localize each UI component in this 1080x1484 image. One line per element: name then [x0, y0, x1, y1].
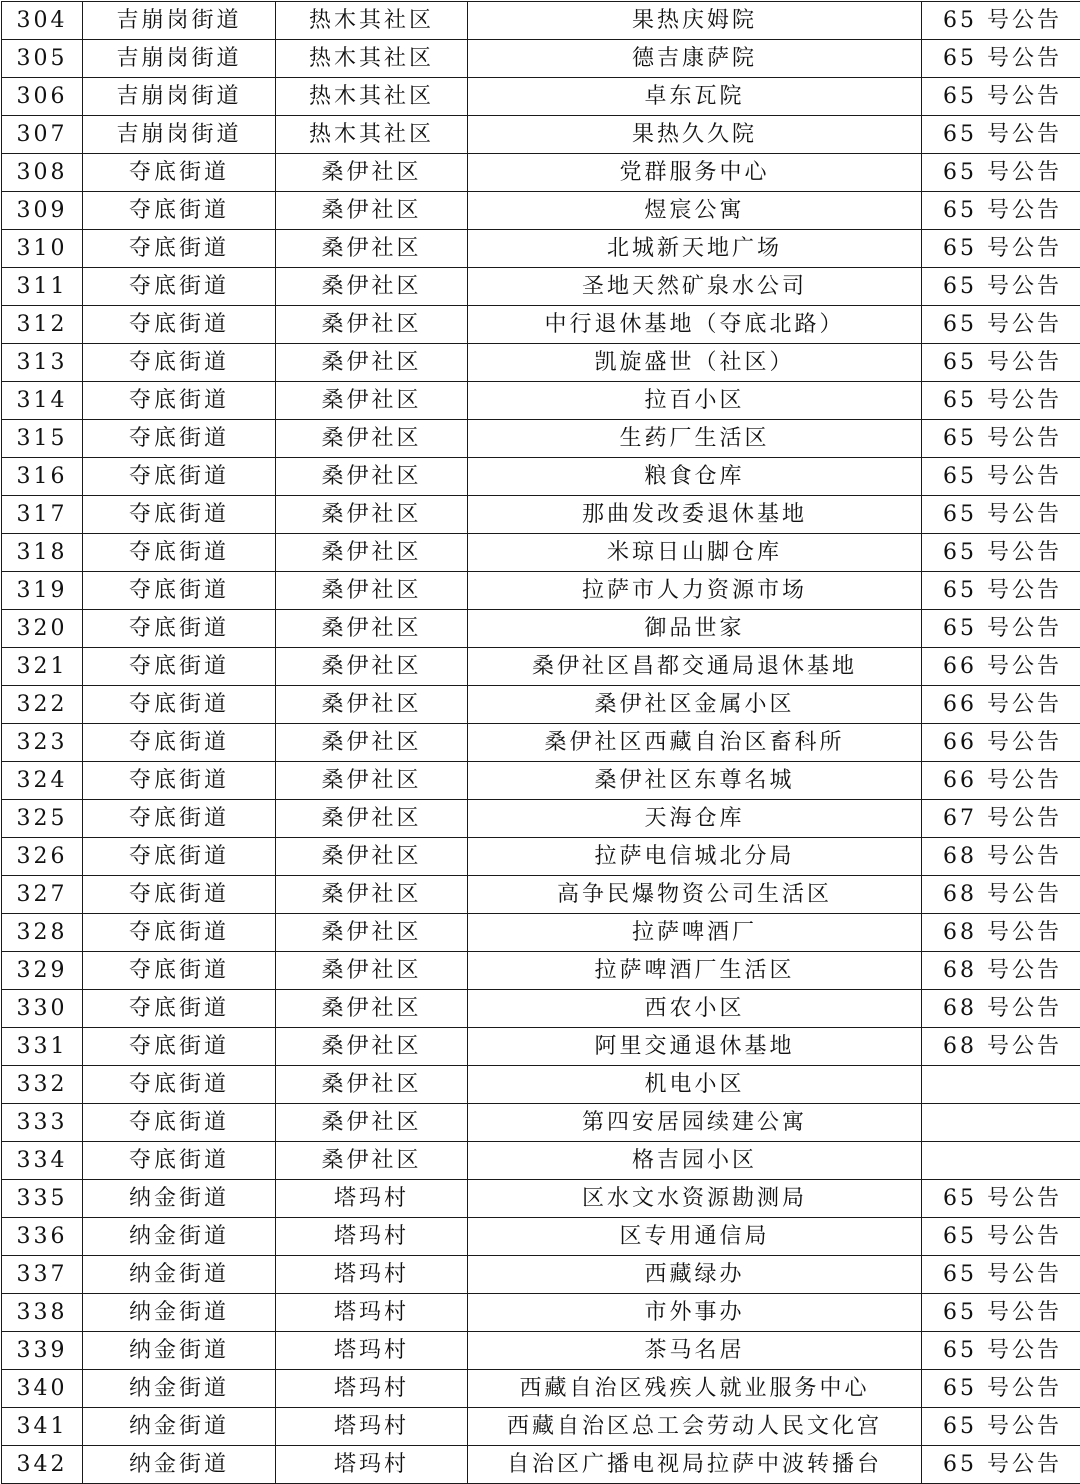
row-number-cell: 324 — [2, 762, 83, 800]
street-cell: 夺底街道 — [83, 1028, 276, 1066]
table-row — [2, 78, 1080, 116]
street-cell: 纳金街道 — [83, 1446, 276, 1484]
street-cell: 夺底街道 — [83, 952, 276, 990]
community-cell: 桑伊社区 — [276, 876, 468, 914]
place-cell: 米琼日山脚仓库 — [468, 534, 922, 572]
street-cell: 纳金街道 — [83, 1180, 276, 1218]
place-cell: 区专用通信局 — [468, 1218, 922, 1256]
row-number-cell: 340 — [2, 1370, 83, 1408]
place-cell: 西藏绿办 — [468, 1256, 922, 1294]
street-cell: 吉崩岗街道 — [83, 40, 276, 78]
community-cell: 桑伊社区 — [276, 382, 468, 420]
table-row — [2, 952, 1080, 990]
street-cell: 夺底街道 — [83, 686, 276, 724]
notice-cell: 65 号公告 — [922, 306, 1080, 344]
street-cell: 夺底街道 — [83, 458, 276, 496]
place-cell: 党群服务中心 — [468, 154, 922, 192]
community-cell: 热木其社区 — [276, 40, 468, 78]
community-cell: 桑伊社区 — [276, 230, 468, 268]
street-cell: 纳金街道 — [83, 1370, 276, 1408]
street-cell: 夺底街道 — [83, 344, 276, 382]
community-cell: 塔玛村 — [276, 1256, 468, 1294]
row-number-cell: 311 — [2, 268, 83, 306]
notice-cell: 65 号公告 — [922, 458, 1080, 496]
row-number-cell: 339 — [2, 1332, 83, 1370]
place-cell: 果热庆姆院 — [468, 2, 922, 40]
community-cell: 塔玛村 — [276, 1294, 468, 1332]
table-row — [2, 990, 1080, 1028]
street-cell: 夺底街道 — [83, 496, 276, 534]
street-cell: 夺底街道 — [83, 724, 276, 762]
row-number-cell: 327 — [2, 876, 83, 914]
street-cell: 吉崩岗街道 — [83, 2, 276, 40]
community-cell: 塔玛村 — [276, 1218, 468, 1256]
row-number-cell: 328 — [2, 914, 83, 952]
table-row — [2, 1332, 1080, 1370]
community-cell: 桑伊社区 — [276, 1066, 468, 1104]
street-cell: 纳金街道 — [83, 1332, 276, 1370]
notice-cell: 65 号公告 — [922, 1218, 1080, 1256]
street-cell: 夺底街道 — [83, 1142, 276, 1180]
row-number-cell: 330 — [2, 990, 83, 1028]
row-number-cell: 320 — [2, 610, 83, 648]
street-cell: 夺底街道 — [83, 648, 276, 686]
community-cell: 桑伊社区 — [276, 952, 468, 990]
community-cell: 桑伊社区 — [276, 724, 468, 762]
place-cell: 煜宸公寓 — [468, 192, 922, 230]
community-cell: 桑伊社区 — [276, 534, 468, 572]
community-cell: 塔玛村 — [276, 1332, 468, 1370]
row-number-cell: 312 — [2, 306, 83, 344]
community-cell: 塔玛村 — [276, 1180, 468, 1218]
table-row — [2, 610, 1080, 648]
notice-cell: 65 号公告 — [922, 116, 1080, 154]
notice-cell: 65 号公告 — [922, 1294, 1080, 1332]
table-row — [2, 1408, 1080, 1446]
table-row — [2, 268, 1080, 306]
place-cell: 凯旋盛世（社区） — [468, 344, 922, 382]
row-number-cell: 322 — [2, 686, 83, 724]
place-cell: 拉萨市人力资源市场 — [468, 572, 922, 610]
place-cell: 御品世家 — [468, 610, 922, 648]
street-cell: 纳金街道 — [83, 1294, 276, 1332]
street-cell: 夺底街道 — [83, 268, 276, 306]
place-cell: 第四安居园续建公寓 — [468, 1104, 922, 1142]
street-cell: 夺底街道 — [83, 382, 276, 420]
table-row — [2, 154, 1080, 192]
place-cell: 西藏自治区总工会劳动人民文化宫 — [468, 1408, 922, 1446]
table-row — [2, 648, 1080, 686]
notice-cell: 65 号公告 — [922, 230, 1080, 268]
place-cell: 机电小区 — [468, 1066, 922, 1104]
table-row — [2, 1218, 1080, 1256]
table-row — [2, 382, 1080, 420]
place-cell: 卓东瓦院 — [468, 78, 922, 116]
row-number-cell: 336 — [2, 1218, 83, 1256]
notice-cell: 68 号公告 — [922, 1028, 1080, 1066]
row-number-cell: 337 — [2, 1256, 83, 1294]
notice-cell: 65 号公告 — [922, 1256, 1080, 1294]
notice-cell: 65 号公告 — [922, 344, 1080, 382]
table-row — [2, 1294, 1080, 1332]
street-cell: 纳金街道 — [83, 1218, 276, 1256]
place-cell: 西藏自治区残疾人就业服务中心 — [468, 1370, 922, 1408]
table-row — [2, 420, 1080, 458]
row-number-cell: 341 — [2, 1408, 83, 1446]
row-number-cell: 335 — [2, 1180, 83, 1218]
notice-cell: 68 号公告 — [922, 990, 1080, 1028]
place-cell: 区水文水资源勘测局 — [468, 1180, 922, 1218]
notice-cell: 65 号公告 — [922, 610, 1080, 648]
street-cell: 夺底街道 — [83, 420, 276, 458]
row-number-cell: 304 — [2, 2, 83, 40]
table-row — [2, 876, 1080, 914]
table-row — [2, 230, 1080, 268]
notice-cell: 65 号公告 — [922, 78, 1080, 116]
community-cell: 热木其社区 — [276, 78, 468, 116]
community-cell: 桑伊社区 — [276, 838, 468, 876]
row-number-cell: 310 — [2, 230, 83, 268]
notice-cell — [922, 1066, 1080, 1104]
table-row — [2, 1142, 1080, 1180]
community-cell: 桑伊社区 — [276, 648, 468, 686]
row-number-cell: 307 — [2, 116, 83, 154]
community-cell: 桑伊社区 — [276, 344, 468, 382]
row-number-cell: 315 — [2, 420, 83, 458]
notice-cell: 65 号公告 — [922, 534, 1080, 572]
notice-cell: 65 号公告 — [922, 420, 1080, 458]
notice-cell — [922, 1142, 1080, 1180]
table-row — [2, 40, 1080, 78]
notice-cell: 65 号公告 — [922, 154, 1080, 192]
community-cell: 桑伊社区 — [276, 1142, 468, 1180]
notice-cell: 65 号公告 — [922, 1180, 1080, 1218]
street-cell: 夺底街道 — [83, 1104, 276, 1142]
place-cell: 天海仓库 — [468, 800, 922, 838]
table-row — [2, 192, 1080, 230]
area-list-table — [1, 1, 1080, 1484]
place-cell: 格吉园小区 — [468, 1142, 922, 1180]
table-row — [2, 724, 1080, 762]
place-cell: 果热久久院 — [468, 116, 922, 154]
notice-cell: 67 号公告 — [922, 800, 1080, 838]
row-number-cell: 321 — [2, 648, 83, 686]
street-cell: 吉崩岗街道 — [83, 78, 276, 116]
community-cell: 塔玛村 — [276, 1446, 468, 1484]
table-row — [2, 914, 1080, 952]
row-number-cell: 342 — [2, 1446, 83, 1484]
community-cell: 桑伊社区 — [276, 192, 468, 230]
place-cell: 阿里交通退休基地 — [468, 1028, 922, 1066]
community-cell: 桑伊社区 — [276, 458, 468, 496]
community-cell: 桑伊社区 — [276, 1028, 468, 1066]
table-row — [2, 800, 1080, 838]
notice-cell: 68 号公告 — [922, 838, 1080, 876]
street-cell: 纳金街道 — [83, 1256, 276, 1294]
notice-cell — [922, 1104, 1080, 1142]
table-row — [2, 344, 1080, 382]
row-number-cell: 314 — [2, 382, 83, 420]
street-cell: 夺底街道 — [83, 1066, 276, 1104]
place-cell: 德吉康萨院 — [468, 40, 922, 78]
community-cell: 桑伊社区 — [276, 800, 468, 838]
place-cell: 西农小区 — [468, 990, 922, 1028]
notice-cell: 65 号公告 — [922, 1370, 1080, 1408]
community-cell: 桑伊社区 — [276, 1104, 468, 1142]
place-cell: 北城新天地广场 — [468, 230, 922, 268]
street-cell: 夺底街道 — [83, 876, 276, 914]
place-cell: 拉萨啤酒厂 — [468, 914, 922, 952]
community-cell: 桑伊社区 — [276, 990, 468, 1028]
street-cell: 夺底街道 — [83, 230, 276, 268]
table-row — [2, 1180, 1080, 1218]
place-cell: 拉萨啤酒厂生活区 — [468, 952, 922, 990]
row-number-cell: 329 — [2, 952, 83, 990]
row-number-cell: 305 — [2, 40, 83, 78]
row-number-cell: 306 — [2, 78, 83, 116]
street-cell: 夺底街道 — [83, 838, 276, 876]
street-cell: 纳金街道 — [83, 1408, 276, 1446]
street-cell: 夺底街道 — [83, 306, 276, 344]
row-number-cell: 333 — [2, 1104, 83, 1142]
notice-cell: 65 号公告 — [922, 268, 1080, 306]
row-number-cell: 326 — [2, 838, 83, 876]
place-cell: 圣地天然矿泉水公司 — [468, 268, 922, 306]
place-cell: 桑伊社区金属小区 — [468, 686, 922, 724]
place-cell: 茶马名居 — [468, 1332, 922, 1370]
table-row — [2, 1104, 1080, 1142]
place-cell: 桑伊社区昌都交通局退休基地 — [468, 648, 922, 686]
notice-cell: 66 号公告 — [922, 724, 1080, 762]
street-cell: 夺底街道 — [83, 572, 276, 610]
place-cell: 生药厂生活区 — [468, 420, 922, 458]
community-cell: 塔玛村 — [276, 1408, 468, 1446]
community-cell: 桑伊社区 — [276, 268, 468, 306]
place-cell: 桑伊社区东尊名城 — [468, 762, 922, 800]
community-cell: 桑伊社区 — [276, 420, 468, 458]
community-cell: 桑伊社区 — [276, 686, 468, 724]
row-number-cell: 332 — [2, 1066, 83, 1104]
notice-cell: 65 号公告 — [922, 1332, 1080, 1370]
notice-cell: 66 号公告 — [922, 648, 1080, 686]
place-cell: 自治区广播电视局拉萨中波转播台 — [468, 1446, 922, 1484]
row-number-cell: 331 — [2, 1028, 83, 1066]
street-cell: 吉崩岗街道 — [83, 116, 276, 154]
table-row — [2, 1256, 1080, 1294]
community-cell: 桑伊社区 — [276, 610, 468, 648]
table-row — [2, 534, 1080, 572]
table-row — [2, 1028, 1080, 1066]
table-row — [2, 306, 1080, 344]
table-row — [2, 838, 1080, 876]
community-cell: 桑伊社区 — [276, 306, 468, 344]
street-cell: 夺底街道 — [83, 534, 276, 572]
row-number-cell: 318 — [2, 534, 83, 572]
row-number-cell: 313 — [2, 344, 83, 382]
place-cell: 桑伊社区西藏自治区畜科所 — [468, 724, 922, 762]
table-row — [2, 686, 1080, 724]
notice-cell: 68 号公告 — [922, 876, 1080, 914]
place-cell: 拉萨电信城北分局 — [468, 838, 922, 876]
street-cell: 夺底街道 — [83, 914, 276, 952]
row-number-cell: 338 — [2, 1294, 83, 1332]
community-cell: 桑伊社区 — [276, 496, 468, 534]
notice-cell: 66 号公告 — [922, 762, 1080, 800]
notice-cell: 66 号公告 — [922, 686, 1080, 724]
community-cell: 热木其社区 — [276, 2, 468, 40]
row-number-cell: 334 — [2, 1142, 83, 1180]
notice-cell: 65 号公告 — [922, 40, 1080, 78]
notice-cell: 65 号公告 — [922, 1446, 1080, 1484]
row-number-cell: 309 — [2, 192, 83, 230]
row-number-cell: 323 — [2, 724, 83, 762]
notice-cell: 65 号公告 — [922, 192, 1080, 230]
row-number-cell: 317 — [2, 496, 83, 534]
place-cell: 拉百小区 — [468, 382, 922, 420]
community-cell: 桑伊社区 — [276, 154, 468, 192]
table-row — [2, 572, 1080, 610]
notice-cell: 65 号公告 — [922, 496, 1080, 534]
place-cell: 高争民爆物资公司生活区 — [468, 876, 922, 914]
place-cell: 那曲发改委退休基地 — [468, 496, 922, 534]
community-cell: 桑伊社区 — [276, 914, 468, 952]
table-row — [2, 762, 1080, 800]
community-cell: 热木其社区 — [276, 116, 468, 154]
street-cell: 夺底街道 — [83, 610, 276, 648]
place-cell: 中行退休基地（夺底北路） — [468, 306, 922, 344]
community-cell: 塔玛村 — [276, 1370, 468, 1408]
row-number-cell: 316 — [2, 458, 83, 496]
notice-cell: 68 号公告 — [922, 914, 1080, 952]
notice-cell: 68 号公告 — [922, 952, 1080, 990]
notice-cell: 65 号公告 — [922, 572, 1080, 610]
street-cell: 夺底街道 — [83, 990, 276, 1028]
table-body — [2, 2, 1080, 1484]
notice-cell: 65 号公告 — [922, 382, 1080, 420]
street-cell: 夺底街道 — [83, 154, 276, 192]
notice-cell: 65 号公告 — [922, 2, 1080, 40]
row-number-cell: 325 — [2, 800, 83, 838]
table-row — [2, 2, 1080, 40]
place-cell: 市外事办 — [468, 1294, 922, 1332]
notice-cell: 65 号公告 — [922, 1408, 1080, 1446]
community-cell: 桑伊社区 — [276, 762, 468, 800]
table-row — [2, 1066, 1080, 1104]
community-cell: 桑伊社区 — [276, 572, 468, 610]
table-row — [2, 458, 1080, 496]
street-cell: 夺底街道 — [83, 762, 276, 800]
street-cell: 夺底街道 — [83, 800, 276, 838]
row-number-cell: 319 — [2, 572, 83, 610]
street-cell: 夺底街道 — [83, 192, 276, 230]
table-row — [2, 496, 1080, 534]
table-row — [2, 1446, 1080, 1484]
table-row — [2, 116, 1080, 154]
place-cell: 粮食仓库 — [468, 458, 922, 496]
row-number-cell: 308 — [2, 154, 83, 192]
table-row — [2, 1370, 1080, 1408]
